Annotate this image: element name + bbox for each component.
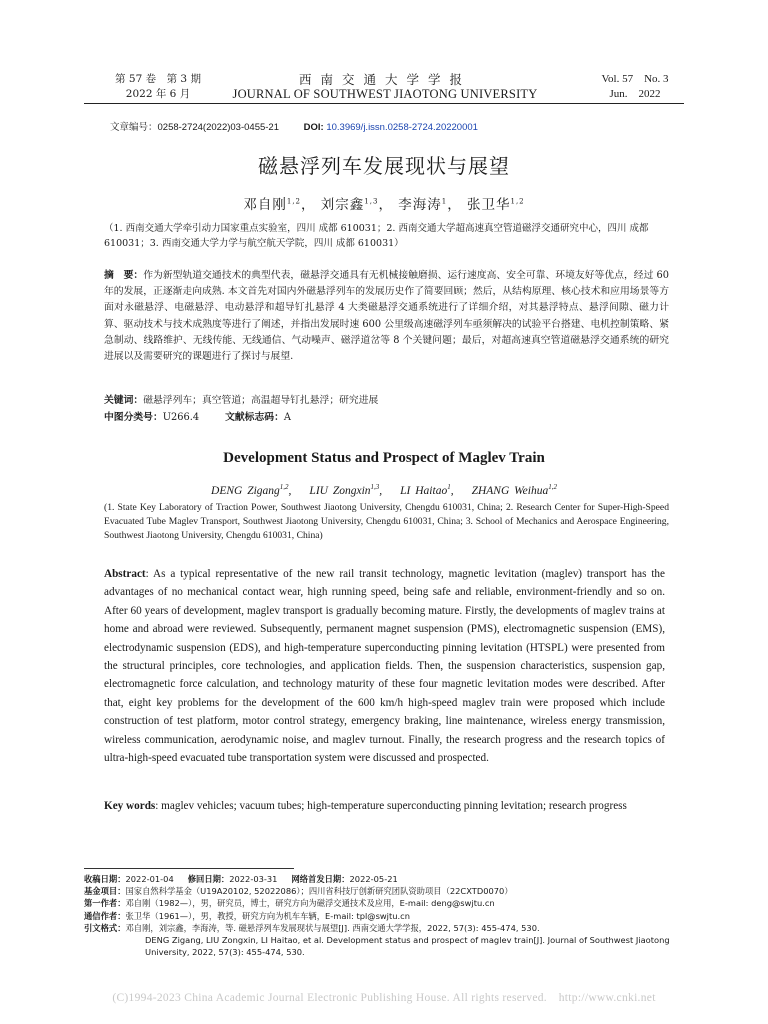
abstract-cn-label: 摘 要： [104, 270, 144, 281]
first-author-label: 第一作者： [84, 898, 126, 909]
author-en: DENG Zigang [211, 484, 280, 497]
first-author-row [84, 897, 684, 909]
keywords-cn [104, 393, 669, 408]
author-cn: 张卫华 [467, 197, 511, 213]
doi-label: DOI: [303, 122, 324, 133]
author-sup: 1,2 [279, 483, 289, 491]
classification-cn [104, 410, 669, 425]
author-cn: 邓自刚 [243, 197, 287, 213]
authors-cn: 邓自刚$^{1,2}$， 刘宗鑫$^{1,3}$， 李海涛$^1$， 张卫华$^{1,2}$ [243, 197, 525, 213]
footnote-rule [84, 868, 294, 869]
citation-en: DENG Zigang, LIU Zongxin, LI Haitao, et al. Development status and prospect of maglev train[J]. Journal of Southwest Jiaotong University, 2022, 57(3): 455-474, 530. [145, 935, 670, 958]
author-sup: 1,2 [548, 483, 557, 491]
abstract-cn-text: 作为新型轨道交通技术的典型代表，磁悬浮交通具有无机械接触磨损、运行速度高、安全可靠、环境友好等优点，经过 60 年的发展，正逐渐走向成熟. 本文首先对国内外磁悬浮列车的发展历史作了简要回顾；然后，从结构原理、核心技术和应用场景等方面对永磁悬浮、电磁悬浮、电动悬浮和超导钉扎悬浮 4 大类磁悬浮交通系统进行了详细介绍，对其悬浮特点、悬浮间隙、磁力计算、驱动技术与技术成熟度等进行了阐述，并指出发展时速 600 公里级高速磁浮列车亟须解决的试验平台搭建、电机控制策略、紧急制动、线路维护、无线传能、无线通信、气动噪声、磁浮道岔等 8 个关键问题；最后，对超高速真空管道磁悬浮交通系统的研究进展以及需要研究的课题进行了探讨与展望. [104, 270, 669, 363]
revised-label: 修回日期： [187, 874, 230, 884]
volume-en: Vol. 57 No. 3 [601, 73, 669, 85]
author-sup: 1 [441, 197, 448, 206]
abstract-cn [104, 268, 669, 365]
journal-name [220, 72, 550, 102]
author-cn: 刘宗鑫 [320, 197, 365, 213]
issue-info-cn [103, 72, 213, 102]
author-sup: 1,3 [364, 197, 379, 206]
received-date: 2022-01-04 [125, 874, 174, 884]
title-en: Development Status and Prospect of Maglev Train [223, 450, 545, 466]
fund-text: 国家自然科学基金（U19A20102, 52022086）；四川省科技厅创新研究团队资助项目（22CXTD0070） [125, 886, 513, 897]
keywords-cn-text: 磁悬浮列车；真空管道；高温超导钉扎悬浮；研究进展 [143, 395, 379, 406]
author-cn: 李海涛 [398, 197, 442, 213]
author-en: LI Haitao [400, 484, 448, 497]
keywords-en-label: Key words [104, 800, 156, 812]
issue-info-en [580, 72, 690, 102]
author-sup: 1,3 [370, 483, 380, 491]
clc-value: U266.4 [162, 412, 200, 423]
corresponding-author-row [84, 910, 684, 922]
volume-cn: 第 57 卷 第 3 期 [115, 73, 201, 85]
author-sup: 1,2 [510, 197, 525, 206]
clc-label: 中图分类号： [104, 412, 163, 423]
author-en: LIU Zongxin [309, 484, 371, 497]
author-sup: 1 [447, 483, 451, 491]
online-label: 网络首发日期： [291, 874, 350, 884]
corresponding-label: 通信作者： [84, 910, 126, 921]
affiliation-en: (1. State Key Laboratory of Traction Power, Southwest Jiaotong University, Chengdu 610031, China; 2. Research Center for Super-High-Speed Evacuated Tube Maglev Transport, Southwest Jiaotong University, Chengdu 610031, China; 3. School of Mechanics and Aerospace Engineering, Southwest Jiaotong University, Chengdu 610031, China) [104, 502, 669, 541]
copyright-notice: (C)1994-2023 China Academic Journal Electronic Publishing House. All rights reserved. http://www.cnki.net [112, 992, 656, 1004]
header-rule [84, 103, 684, 104]
received-label: 收稿日期： [84, 874, 126, 884]
footnotes [84, 873, 684, 958]
abstract-en-label: Abstract [104, 568, 146, 580]
title-cn: 磁悬浮列车发展现状与展望 [258, 154, 510, 178]
journal-name-en: JOURNAL OF SOUTHWEST JIAOTONG UNIVERSITY [232, 87, 538, 101]
article-info [110, 119, 478, 133]
article-number: 文章编号：0258-2724(2022)03-0455-21 [110, 122, 279, 133]
first-author-text: 邓自刚（1982—），男，研究员，博士，研究方向为磁浮交通技术及应用，E-mail: deng@swjtu.cn [125, 898, 495, 909]
doc-code-label: 文献标志码： [225, 412, 284, 423]
affiliation-cn: （1. 西南交通大学牵引动力国家重点实验室，四川 成都 610031；2. 西南交通大学超高速真空管道磁浮交通研究中心，四川 成都 610031；3. 西南交通大学力学与航空航天学院，四川 成都 610031） [104, 223, 649, 249]
fund-label: 基金项目： [84, 886, 126, 897]
abstract-en-text: : As a typical representative of the new rail transit technology, magnetic levitation (maglev) transport has the advantages of no mechanical contact wear, high running speed, being safe and reliable, environment-friendly and so on. After 60 years of development, maglev transport is gradually becoming mature. Firstly, the developments of maglev trains at home and abroad were reviewed. Subsequently, permanent magnet suspension (PMS), electromagnetic suspension (EMS), electrodynamic suspension (EDS), and high-temperature superconducting pinning levitation (HTSPL) were presented from the structural principles, core technologies, and application fields. Then, the suspension characteristics, suspension gap, electromagnetic force calculation, and technology maturity of these four magnetic levitation modes were described. After that, eight key problems for the development of the 600 km/h high-speed maglev train were proposed which include construction of test platform, motor control strategy, emergency braking, line maintenance, wireless energy transmission, wireless communication, aerodynamic noise, and maglev turnout. Finally, the research progress and the research topics of ultra-high-speed evacuated tube transportation system were discussed and prospected. [104, 568, 665, 765]
dates-row [84, 873, 684, 885]
citation-row [84, 922, 684, 934]
citation-label: 引文格式： [84, 922, 126, 933]
date-cn: 2022 年 6 月 [125, 88, 191, 100]
keywords-en-text: : maglev vehicles; vacuum tubes; high-temperature superconducting pinning levitation; research progress [155, 800, 627, 812]
citation-cn: 邓自刚，刘宗鑫，李海涛，等. 磁悬浮列车发展现状与展望[J]. 西南交通大学学报，2022, 57(3): 455-474, 530. [125, 922, 540, 933]
author-sup: 1,2 [286, 197, 301, 206]
online-date: 2022-05-21 [349, 874, 398, 884]
revised-date: 2022-03-31 [229, 874, 278, 884]
corresponding-text: 张卫华（1961—），男，教授，研究方向为机车车辆，E-mail: tpl@swjtu.cn [125, 910, 410, 921]
abstract-en [104, 565, 665, 767]
keywords-cn-label: 关键词： [104, 395, 144, 406]
doc-code-value: A [283, 412, 291, 423]
authors-en: DENG Zigang$^{1,2}$, LIU Zongxin$^{1,3}$, LI Haitao$^1$, ZHANG Weihua$^{1,2}$ [211, 483, 557, 497]
keywords-en [104, 797, 665, 815]
date-en: Jun. 2022 [609, 88, 661, 100]
doi-link[interactable]: 10.3969/j.issn.0258-2724.20220001 [326, 122, 478, 133]
fund-row [84, 885, 684, 897]
author-en: ZHANG Weihua [471, 484, 549, 497]
journal-name-cn: 西南交通大学学报 [298, 72, 471, 87]
